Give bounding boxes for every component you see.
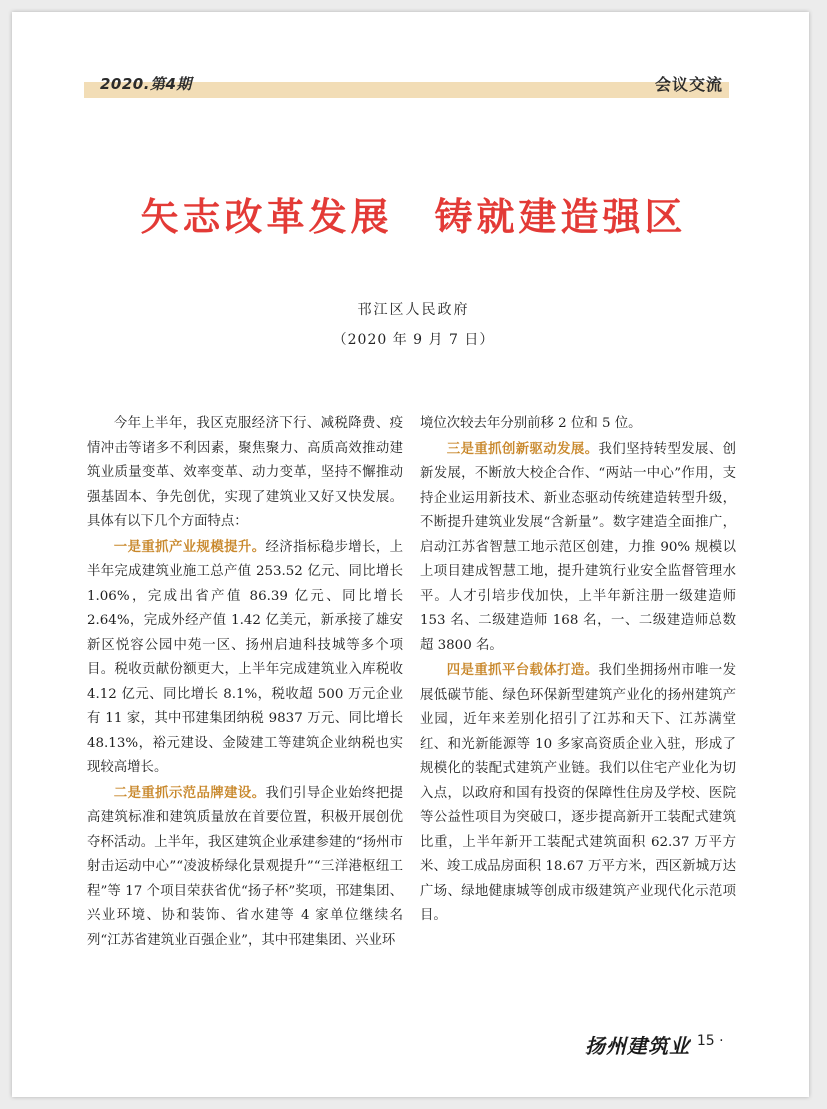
- paragraph-2-heading: 二是重抓示范品牌建设。: [113, 784, 266, 801]
- intro-paragraph: 今年上半年，我区克服经济下行、减税降费、疫情冲击等诸多不利因素，聚焦聚力、高质高效推动建筑业质量变革、效率变革、动力变革，坚持不懈推动强基固本、争先创优，实现了建筑业又好又快发展。具体有以下几个方面特点：: [87, 416, 403, 529]
- paragraph-3-heading: 三是重抓创新驱动发展。: [446, 440, 599, 457]
- paragraph-1-text: 经济指标稳步增长，上半年完成建筑业施工总产值 253.52 亿元、同比增长 1.06%，完成出省产值 86.39 亿元、同比增长 2.64%，完成外经产值 1.42 亿美元，新承接了雄安新区悦容公园中苑一区、扬州启迪科技城等多个项目。税收贡献份额更大，上半年完成建筑业入库税收 4.12 亿元、同比增长 8.1%，税收超 500 万元企业有 11 家，其中邗建集团纳税 9837 万元、同比增长 48.13%，裕元建设、金陵建工等建筑企业纳税也实现较高增长。: [87, 539, 404, 775]
- paragraph-1: [87, 535, 403, 781]
- paragraph-3: [420, 437, 736, 659]
- page-number: · 15 ·: [688, 1033, 724, 1049]
- issue-label: 2020.第4期: [100, 75, 192, 93]
- paragraph-2: [87, 781, 403, 954]
- paragraph-3-text: 我们坚持转型发展、创新发展，不断放大校企合作、“两站一中心”作用，支持企业运用新技术、新业态驱动传统建造转型升级，不断提升建筑业发展“含新量”。数字建造全面推广，启动江苏省智慧工地示范区创建，力推 90% 规模以上项目建成智慧工地，提升建筑行业安全监督管理水平。人才引培步伐加快，上半年新注册一级建造师 153 名、二级建造师 168 名，一、二级建造师总数超 3800 名。: [420, 441, 737, 653]
- paragraph-2-continued: 境位次较去年分别前移 2 位和 5 位。: [420, 416, 642, 431]
- article-date: （2020 年 9 月 7 日）: [332, 332, 495, 348]
- section-label: 会议交流: [654, 75, 723, 94]
- left-column: [87, 412, 403, 953]
- article-author: 邗江区人民政府: [357, 302, 470, 318]
- paragraph-2-text: 我们引导企业始终把提高建筑标准和建筑质量放在首要位置，积极开展创优夺杯活动。上半年，我区建筑企业承建参建的“扬州市射击运动中心”“凌波桥绿化景观提升”“三洋港枢纽工程”等 17 个项目荣获省优“扬子杯”奖项，邗建集团、兴业环境、协和装饰、省水建等 4 家单位继续名列“江苏省建筑业百强企业”，其中邗建集团、兴业环: [87, 785, 404, 948]
- paragraph-4-text: 我们坐拥扬州市唯一发展低碳节能、绿色环保新型建筑产业化的扬州建筑产业园，近年来差别化招引了江苏和天下、江苏满堂红、和光新能源等 10 多家高资质企业入驻，形成了规模化的装配式建筑产业链。我们以住宅产业化为切入点，以政府和国有投资的保障性住房及学校、医院等公益性项目为突破口，逐步提高新开工装配式建筑比重，上半年新开工装配式建筑面积 62.37 万平方米、竣工成品房面积 18.67 万平方米，西区新城万达广场、绿地健康城等创成市级建筑产业现代化示范项目。: [420, 663, 737, 923]
- article-title: 矢志改革发展 铸就建造强区: [140, 195, 687, 239]
- paragraph-1-heading: 一是重抓产业规模提升。: [113, 538, 266, 555]
- right-column: [420, 412, 736, 929]
- paragraph-4: [420, 658, 736, 929]
- magazine-logo: 扬州建筑业: [585, 1034, 690, 1058]
- paragraph-4-heading: 四是重抓平台载体打造。: [446, 662, 599, 678]
